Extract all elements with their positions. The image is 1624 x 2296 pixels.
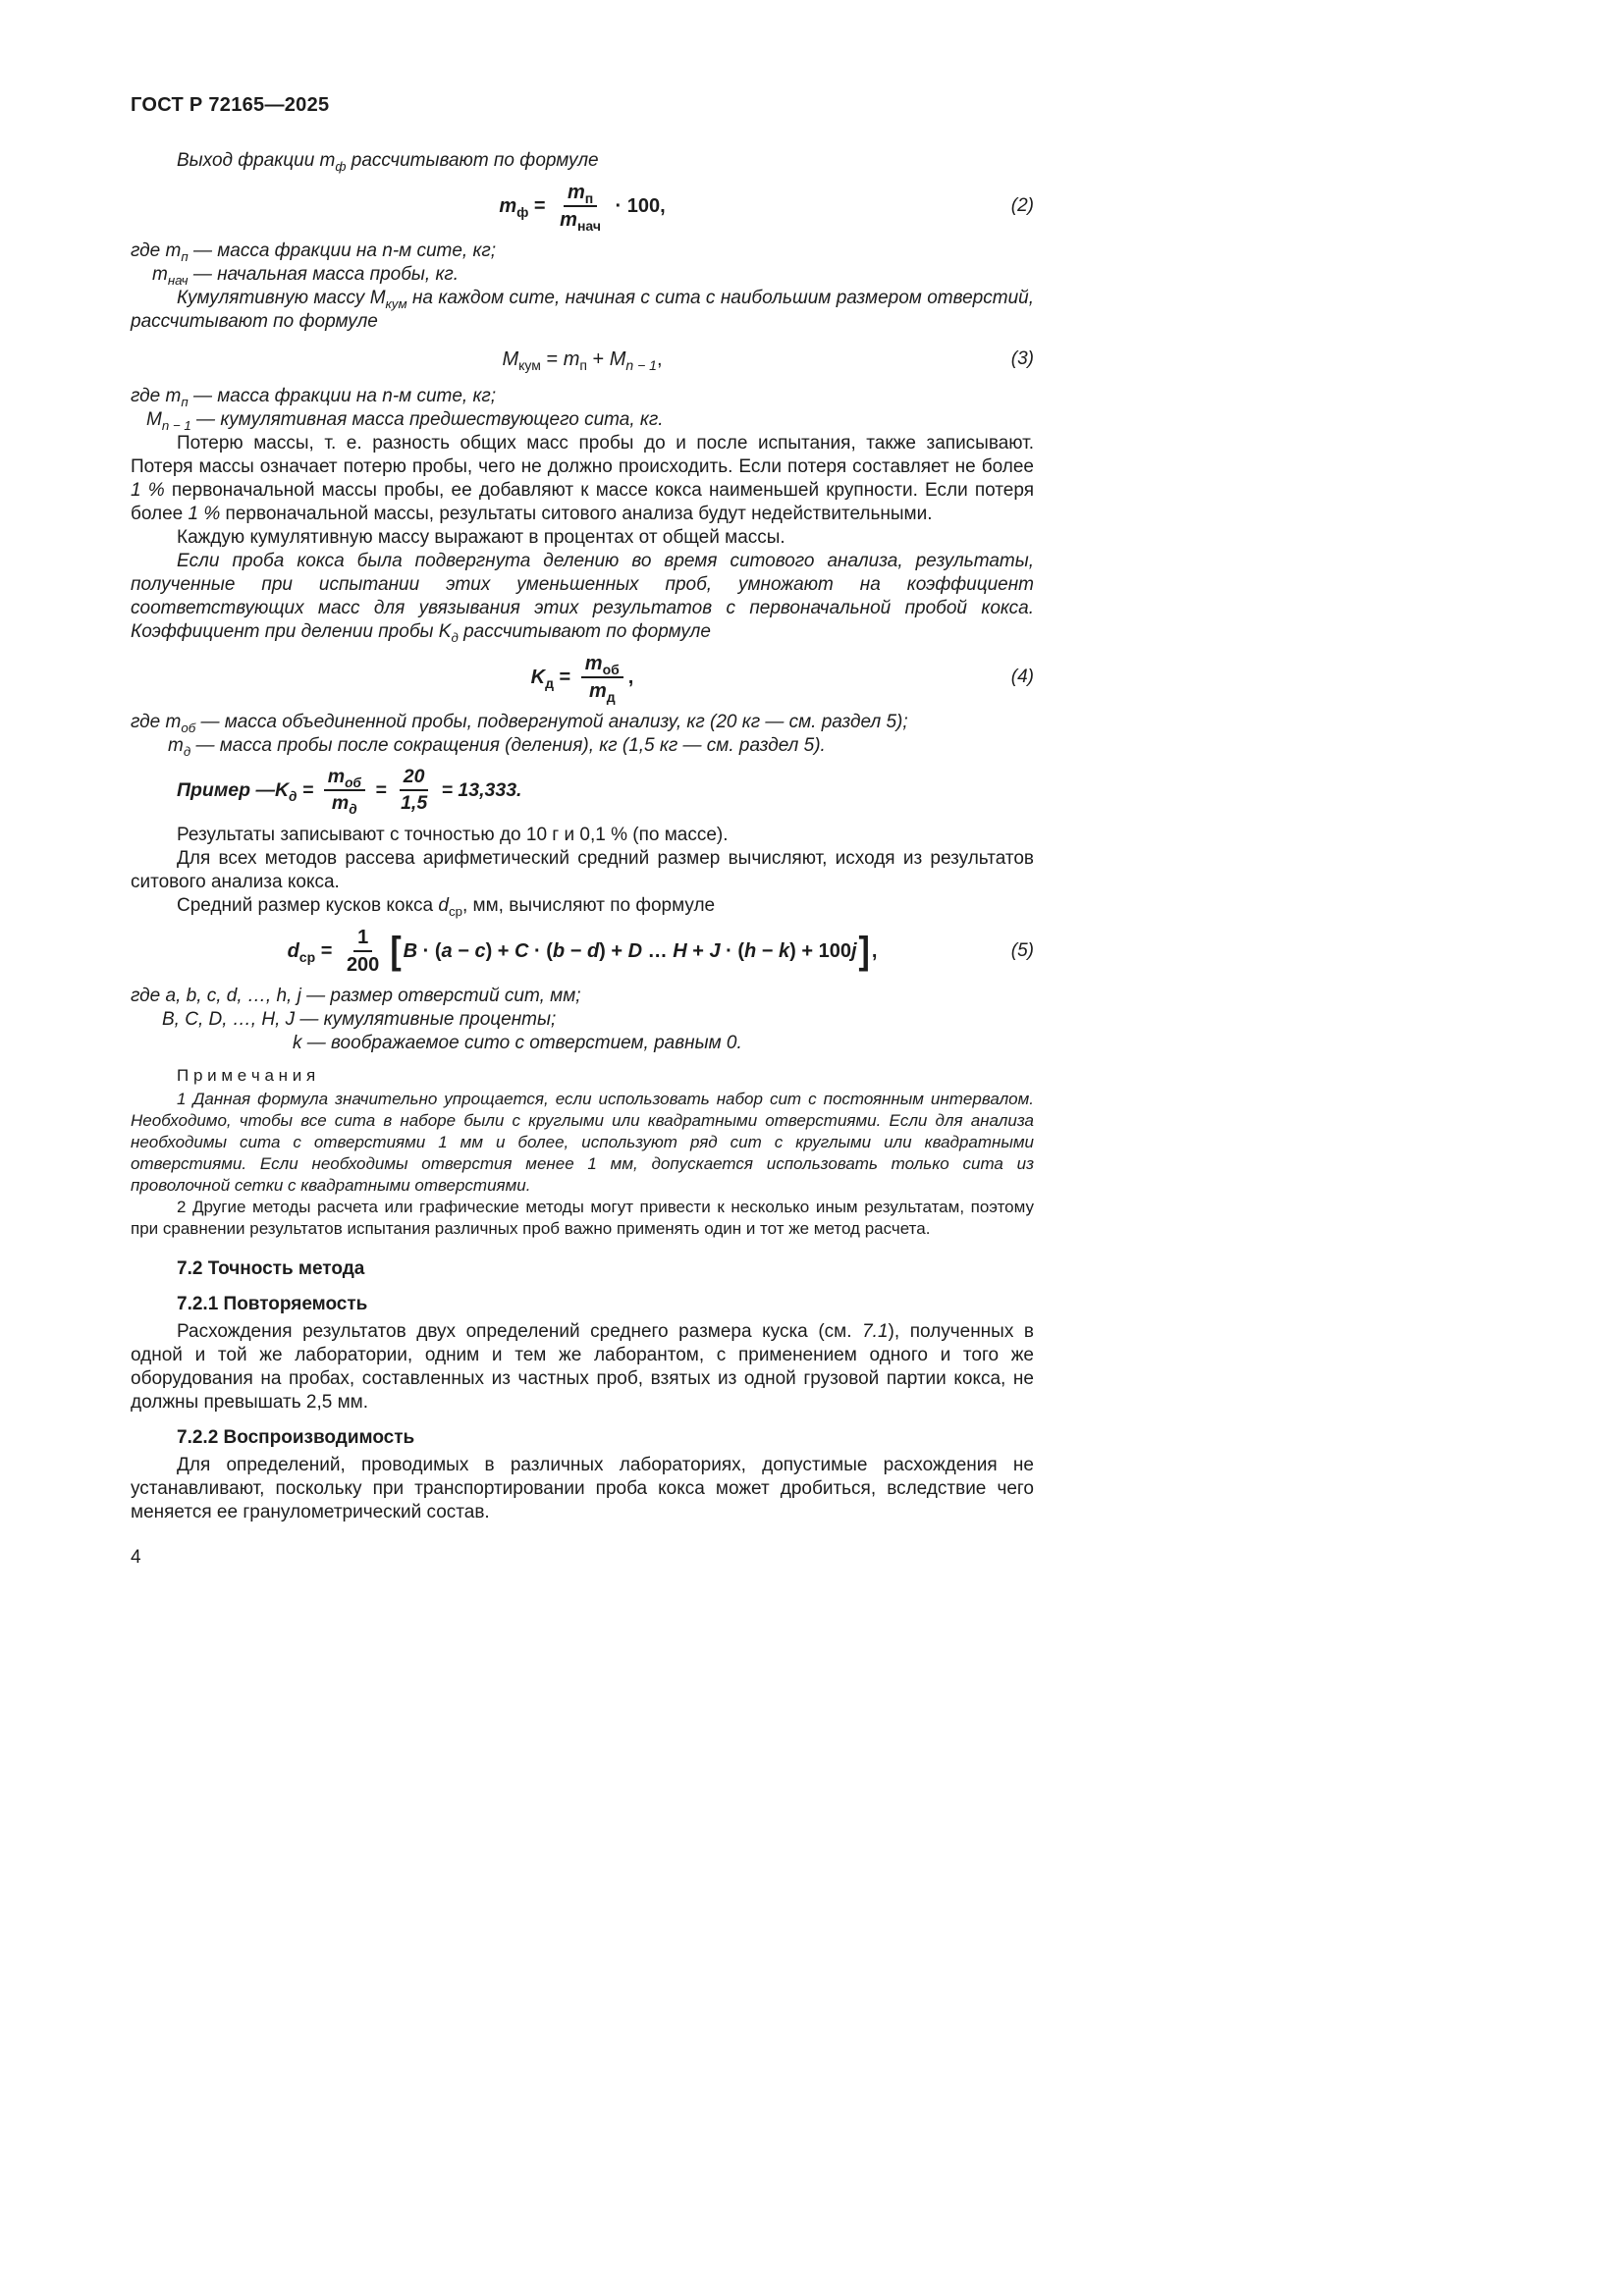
subscript: п xyxy=(584,190,594,206)
fraction-denominator xyxy=(585,678,620,705)
subscript: п xyxy=(181,394,189,409)
subscript: кум xyxy=(518,357,541,373)
text-run: на каждом сите, начиная с сита с наибольшим размером отверстий, рассчитывают по формуле xyxy=(131,288,1034,332)
subscript: n − 1 xyxy=(625,357,657,373)
text-run: 200 xyxy=(346,953,380,976)
text-run: a xyxy=(441,939,453,962)
text-run: d xyxy=(586,939,600,962)
fraction-numerator xyxy=(400,767,429,791)
example-equals xyxy=(370,778,392,802)
text-run: = xyxy=(297,779,319,802)
formula-4-number: (4) xyxy=(1010,667,1034,687)
text-run: … xyxy=(642,939,674,962)
definition-line-mn1 xyxy=(131,408,1034,432)
open-bracket: [ xyxy=(390,929,402,973)
text-run: j xyxy=(850,939,857,962)
text-run: m xyxy=(588,680,607,702)
subscript: д xyxy=(183,743,191,759)
text-run: 7.1 xyxy=(862,1320,889,1342)
example-formula xyxy=(131,766,1034,818)
text-run: — масса объединенной пробы, подвергнутой анализу, кг (20 кг — см. раздел 5); xyxy=(195,712,908,732)
text-run: Кумулятивную массу xyxy=(177,288,370,308)
subscript: ср xyxy=(298,948,316,965)
text-run: K xyxy=(274,779,290,802)
text-run: M xyxy=(369,288,386,308)
para-poteryu-massy xyxy=(131,432,1034,526)
text-run: J xyxy=(709,939,721,962)
fraction xyxy=(397,767,431,815)
text-run: + xyxy=(686,939,710,962)
definition-line-mob xyxy=(131,711,1034,734)
definition-line-md xyxy=(131,734,1034,758)
text-run: h xyxy=(744,939,757,962)
heading-7-2: 7.2 Точность метода xyxy=(177,1257,365,1279)
para-sredniy-razmer xyxy=(131,894,1034,918)
text-run: где xyxy=(131,386,166,406)
formula-3 xyxy=(502,347,662,371)
text-run: -м сите, кг; xyxy=(392,240,497,261)
text-run: K xyxy=(438,621,452,642)
subscript: д xyxy=(349,802,357,818)
para-kumulyativnaya xyxy=(131,287,1034,334)
note-2: 2 Другие методы расчета или графические методы могут привести к несколько иным результатам, поэтому при сравнении результатов испытания различных проб важно применять один и тот же метод расчета. xyxy=(131,1197,1034,1238)
text-run: m xyxy=(327,766,346,787)
subscript: д xyxy=(606,689,616,705)
text-run: k xyxy=(779,939,790,962)
text-run: ), полученных в одной и той же лаборатории, одним и тем же лаборантом, с применением одного и того же оборудования на пробах, составленных из частных проб, взятых из одной грузовой партии кокса, не должны превышать 2,5 мм. xyxy=(131,1320,1035,1413)
text-run: — масса фракции на xyxy=(188,386,383,406)
text-run: 20 xyxy=(403,766,425,787)
definition-line-mn2 xyxy=(131,385,1034,408)
fraction-denominator xyxy=(328,791,361,818)
text-run: Средний размер кусков кокса xyxy=(177,894,439,916)
formula-5-lhs xyxy=(288,939,338,963)
page-number: 4 xyxy=(131,1546,141,1568)
formula-5-row xyxy=(131,927,1034,976)
para-vyhod-frakcii xyxy=(131,149,1034,173)
text-run: m xyxy=(165,712,182,732)
formula-2-row xyxy=(131,182,1034,234)
text-run: где xyxy=(131,240,166,261)
text-run: M xyxy=(609,348,626,370)
formula-2-suffix xyxy=(610,194,666,218)
subscript: ф xyxy=(335,158,347,174)
text-run: D xyxy=(627,939,643,962)
subscript: кум xyxy=(385,295,407,311)
text-run: , xyxy=(627,667,634,688)
formula-4-lhs xyxy=(531,666,576,689)
text-run: d xyxy=(438,894,449,916)
formula-4-suffix xyxy=(628,666,634,689)
text-run: M xyxy=(146,409,162,430)
formula-5-body xyxy=(404,939,857,963)
fraction xyxy=(556,182,605,234)
text-run: n xyxy=(382,240,393,261)
text-run: — кумулятивная масса предшествующего сита, кг. xyxy=(190,409,664,430)
text-run: − xyxy=(565,939,587,962)
example-lhs xyxy=(274,778,319,805)
text-run: = xyxy=(315,939,338,962)
fraction-denominator xyxy=(397,791,431,814)
text-run: − xyxy=(756,939,780,962)
text-run: Потерю массы, т. е. разность общих масс пробы до и после испытания, также записывают. Потеря массы означает потерю пробы, чего не должно происходить. Если потеря составляет не более xyxy=(131,433,1034,477)
formula-5-suffix: , xyxy=(871,939,878,962)
text-run: m xyxy=(165,240,182,261)
text-run: -м сите, кг; xyxy=(392,386,497,406)
text-run: m xyxy=(563,348,580,370)
example-label xyxy=(177,778,275,802)
text-run: n xyxy=(382,386,393,406)
subscript: n − 1 xyxy=(161,417,191,433)
note-1: 1 Данная формула значительно упрощается, если использовать набор сит с постоянным интервалом. Необходимо, чтобы все сита в наборе были с круглыми или квадратными отверстиями. Если для анализа необходимы сита с отверстиями 1 мм и более, используют ряд сит с круглыми или квадратными отверстиями. Если необходимы отверстия менее 1 мм, допускается использовать только сита из проволочной сетки с квадратными отверстиями. xyxy=(131,1089,1034,1195)
text-run: , мм, вычисляют по формуле xyxy=(462,894,716,916)
text-run: · ( xyxy=(528,939,553,962)
text-run: ) + xyxy=(485,939,515,962)
text-run: первоначальной массы, результаты ситового анализа будут недействительными. xyxy=(220,504,933,524)
fraction xyxy=(324,766,365,818)
formula-4-row xyxy=(131,653,1034,705)
text-run: 1 xyxy=(357,926,369,948)
text-run: d xyxy=(287,939,299,962)
subscript: п xyxy=(181,248,189,264)
fraction-numerator xyxy=(564,182,597,207)
text-run: = xyxy=(553,667,576,688)
text-run: Выход фракции xyxy=(177,150,320,171)
definition-line-mnach xyxy=(131,263,1034,287)
subscript: д xyxy=(451,629,459,645)
definition-line-bcdhj: B, C, D, …, H, J — кумулятивные проценты; xyxy=(162,1008,557,1030)
para-rezultaty: Результаты записывают с точностью до 10 г и 0,1 % (по массе). xyxy=(177,824,729,845)
text-run: где xyxy=(131,712,166,732)
subscript: д xyxy=(545,675,554,691)
text-run: m xyxy=(168,735,184,756)
subscript: ср xyxy=(448,903,462,919)
text-run: , xyxy=(656,348,663,370)
formula-5-number: (5) xyxy=(1010,939,1034,961)
subscript: ф xyxy=(516,204,529,220)
subscript: д xyxy=(289,789,298,805)
text-run: m xyxy=(165,386,182,406)
subscript: об xyxy=(181,720,196,735)
text-run: рассчитывают по формуле xyxy=(458,621,711,642)
text-run: m xyxy=(331,792,350,815)
text-run: 1,5 xyxy=(401,792,428,815)
formula-2-lhs xyxy=(499,194,551,218)
heading-7-2-1: 7.2.1 Повторяемость xyxy=(177,1293,368,1314)
text-run: — масса фракции на xyxy=(188,240,383,261)
para-povtoryaemost xyxy=(131,1320,1034,1415)
notes-title: П р и м е ч а н и я xyxy=(177,1065,316,1085)
formula-2-number: (2) xyxy=(1010,195,1034,216)
text-run: Расхождения результатов двух определений среднего размера куска (см. xyxy=(177,1320,863,1342)
formula-5 xyxy=(288,927,878,976)
example-result xyxy=(436,778,521,802)
text-run: = xyxy=(540,348,564,370)
text-run: b xyxy=(552,939,566,962)
doc-code: ГОСТ Р 72165—2025 xyxy=(131,94,330,116)
subscript: п xyxy=(579,357,587,373)
text-run: C xyxy=(514,939,529,962)
text-run: K xyxy=(530,667,546,688)
definition-line-mn xyxy=(131,240,1034,263)
fraction-numerator xyxy=(581,653,623,678)
text-run: первоначальной массы пробы, ее добавляют к массе кокса наименьшей крупности. Если потеря более xyxy=(131,480,1034,524)
subscript: нач xyxy=(576,218,601,234)
text-run: ) + 100 xyxy=(789,939,851,962)
heading-7-2-2: 7.2.2 Воспроизводимость xyxy=(177,1426,415,1448)
text-run: · ( xyxy=(720,939,744,962)
text-run: m xyxy=(499,195,517,217)
para-vosproizvodimost: Для определений, проводимых в различных лабораториях, допустимые расхождения не устанавливают, поскольку при транспортировании проба кокса может дробиться, вследствие чего меняется ее гранулометрический состав. xyxy=(131,1454,1034,1522)
text-run: Если проба кокса была подвергнута делению во время ситового анализа, результаты, полученные при испытании этих уменьшенных проб, умножают на коэффициент соответствующих масс для увязывания этих результатов с первоначальной пробой кокса. Коэффициент при делении пробы xyxy=(131,551,1034,642)
text-run: = xyxy=(528,195,552,217)
definition-line-k: k — воображаемое сито с отверстием, равным 0. xyxy=(293,1032,742,1053)
formula-2 xyxy=(499,182,666,234)
fraction-numerator xyxy=(353,927,372,952)
subscript: об xyxy=(602,662,620,677)
text-run: — масса пробы после сокращения (деления), кг (1,5 кг — см. раздел 5). xyxy=(190,735,826,756)
text-run: = xyxy=(369,779,393,802)
text-run: c xyxy=(474,939,486,962)
text-run: − xyxy=(452,939,475,962)
definition-line-abcd: где a, b, c, d, …, h, j — размер отверстий сит, мм; xyxy=(131,985,581,1006)
text-run: m xyxy=(560,209,577,231)
formula-4 xyxy=(530,653,634,705)
fraction-numerator xyxy=(324,767,365,791)
text-run: m xyxy=(584,653,603,674)
para-kazhduyu-massu: Каждую кумулятивную массу выражают в процентах от общей массы. xyxy=(177,527,785,548)
text-run: Пример — xyxy=(177,779,275,802)
text-run: m xyxy=(319,150,336,171)
text-run: B xyxy=(403,939,418,962)
text-run: рассчитывают по формуле xyxy=(346,150,599,171)
close-bracket: ] xyxy=(858,929,870,973)
text-run: M xyxy=(502,348,519,370)
fraction-denominator xyxy=(556,207,605,234)
text-run: m xyxy=(152,264,168,285)
fraction xyxy=(343,927,383,976)
fraction xyxy=(581,653,623,705)
formula-3-number: (3) xyxy=(1010,348,1034,369)
subscript: об xyxy=(345,774,361,790)
text-run: — начальная масса пробы, кг. xyxy=(188,264,460,285)
fraction-denominator xyxy=(343,952,383,976)
text-run: = 13,333. xyxy=(436,779,522,802)
text-run: · 100, xyxy=(609,195,666,217)
text-run: 1 % xyxy=(131,480,165,501)
text-run: + xyxy=(586,348,610,370)
text-run: ) + xyxy=(599,939,628,962)
text-run: · ( xyxy=(417,939,442,962)
text-run: H xyxy=(673,939,687,962)
formula-3-body xyxy=(502,347,662,371)
formula-3-row xyxy=(131,343,1034,376)
subscript: нач xyxy=(167,272,189,288)
page-content xyxy=(131,149,1034,1570)
text-run: m xyxy=(567,182,585,203)
para-dlya-vseh-metodov: Для всех методов рассева арифметический средний размер вычисляют, исходя из результатов ситового анализа кокса. xyxy=(131,847,1034,892)
text-run: 1 % xyxy=(188,504,221,524)
para-esli-proba xyxy=(131,550,1034,644)
